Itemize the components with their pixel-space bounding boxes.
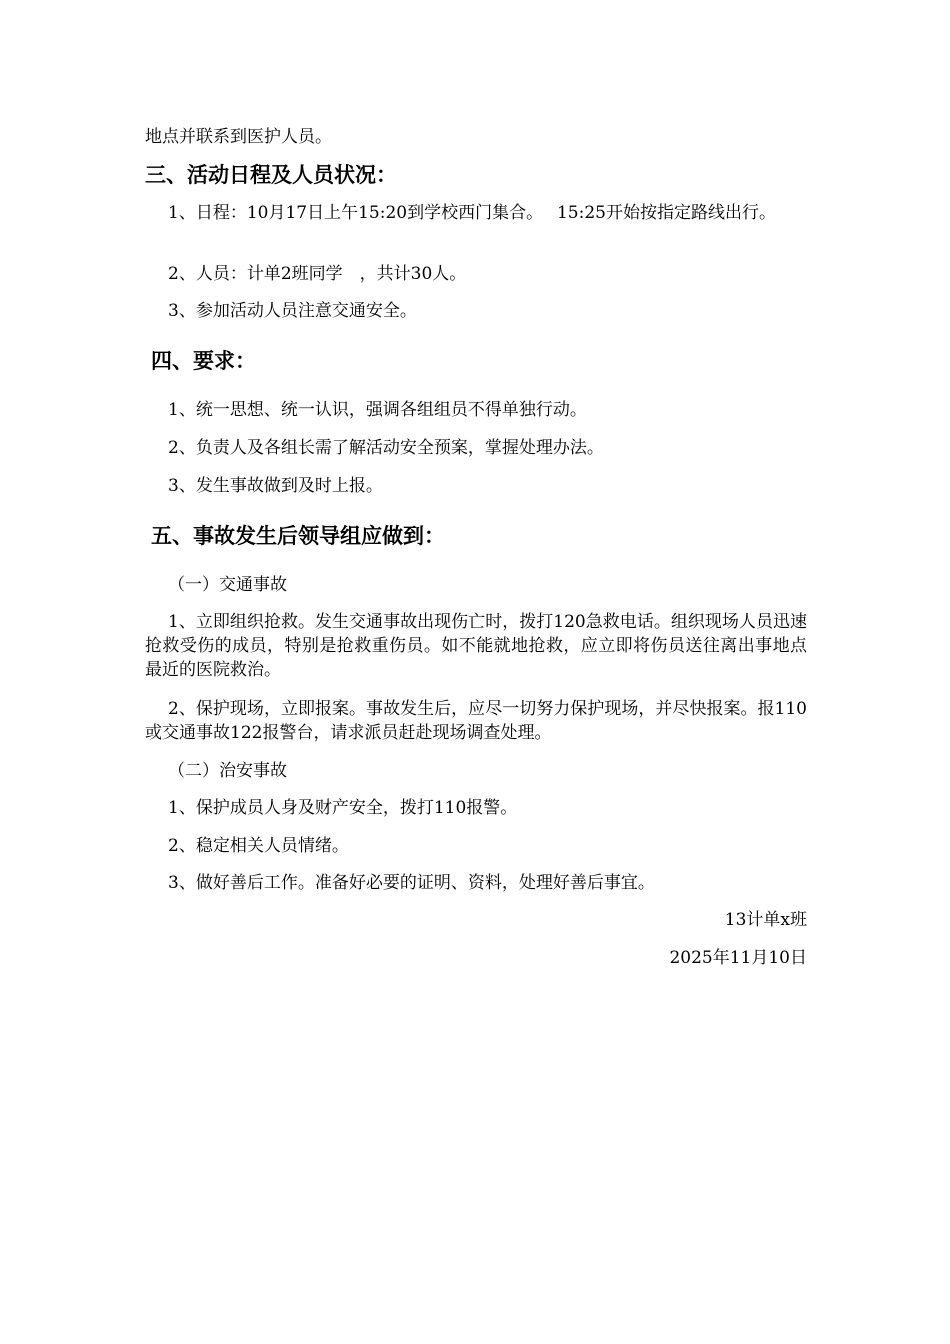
- section4-item-2: 2、负责人及各组长需了解活动安全预案，掌握处理办法。: [168, 438, 604, 458]
- security-item-2: 2、稳定相关人员情绪。: [168, 836, 349, 856]
- section4-item-1: 1、统一思想、统一认识，强调各组组员不得单独行动。: [168, 400, 587, 420]
- traffic-item-1: 1、立即组织抢救。发生交通事故出现伤亡时，拨打120急救电话。组织现场人员迅速抢救受伤的成员，特别是抢救重伤员。如不能就地抢救，应立即将伤员送往离出事地点最近的医院救治。: [145, 612, 807, 680]
- traffic-item-2: 2、保护现场，立即报案。事故发生后，应尽一切努力保护现场，并尽快报案。报110或交通事故122报警台，请求派员赶赴现场调查处理。: [145, 699, 807, 743]
- section5-heading: 五、事故发生后领导组应做到：: [151, 524, 445, 548]
- intro-tail-text: 地点并联系到医护人员。: [145, 127, 332, 147]
- security-accident-title: （二）治安事故: [168, 761, 287, 781]
- security-item-3: 3、做好善后工作。准备好必要的证明、资料，处理好善后事宜。: [168, 873, 655, 893]
- security-item-1: 1、保护成员人身及财产安全，拨打110报警。: [168, 798, 518, 818]
- traffic-accident-title: （一）交通事故: [168, 575, 287, 595]
- section3-heading: 三、活动日程及人员状况：: [145, 163, 397, 187]
- section4-item-3: 3、发生事故做到及时上报。: [168, 476, 383, 496]
- section4-heading: 四、要求：: [151, 349, 256, 373]
- signature-class: 13计单x班: [724, 910, 807, 930]
- signature-date: 2025年11月10日: [669, 948, 807, 968]
- section3-item-2: 2、人员：计单2班同学 ，共计30人。: [168, 264, 467, 284]
- section3-item-1: 1、日程：10月17日上午15:20到学校西门集合。 15:25开始按指定路线出行。: [168, 203, 776, 223]
- section3-item-3: 3、参加活动人员注意交通安全。: [168, 301, 417, 321]
